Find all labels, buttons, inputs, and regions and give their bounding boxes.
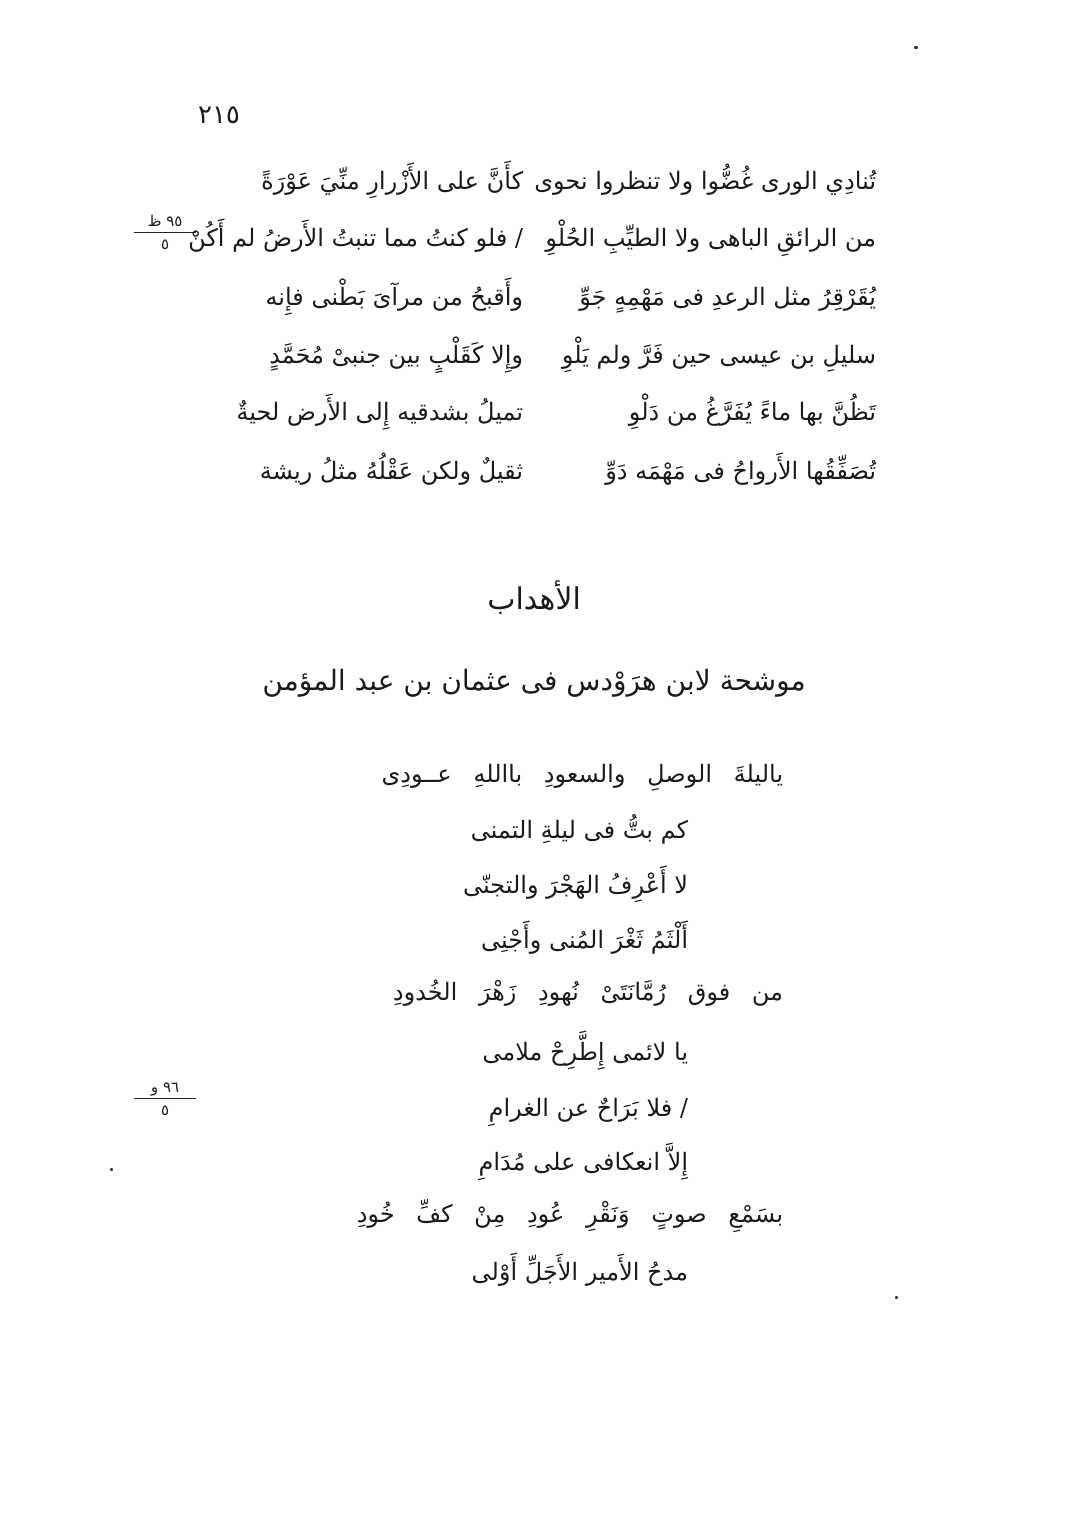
- marginal-folio: ٩٥ ظ: [134, 212, 196, 233]
- verse-5-second-hemistich: تَظُنَّ بها ماءً يُفَرَّغُ من دَلْوِ: [628, 398, 876, 426]
- paper-speck: [914, 46, 918, 49]
- muwashshah-line: / فلا بَرَاحٌ عن الغرامِ: [488, 1094, 688, 1122]
- verse-4-second-hemistich: سليلِ بن عيسى حين فَرَّ ولم يَلْوِ: [561, 341, 876, 369]
- section-title: الأهداب: [487, 582, 581, 617]
- verse-3-second-hemistich: يُقَرْقِرُ مثل الرعدِ فى مَهْمِهٍ جَوِّ: [579, 283, 876, 311]
- marginal-number: ٥: [160, 1101, 170, 1119]
- muwashshah-line: مدحُ الأَمير الأَجَلِّ أَوْلى: [471, 1258, 688, 1286]
- muwashshah-line: أَلْثَمُ ثَغْرَ المُنى وأَجْنِى: [480, 926, 688, 954]
- verse-2-second-hemistich: من الرائقِ الباهى ولا الطيِّبِ الحُلْوِ: [545, 224, 876, 252]
- section-subtitle: موشحة لابن هرَوْدس فى عثمان بن عبد المؤمن: [262, 664, 806, 697]
- muwashshah-line: لا أَعْرِفُ الهَجْرَ والتجنّى: [462, 871, 688, 899]
- muwashshah-line: إِلاَّ انعكافى على مُدَامِ: [478, 1148, 688, 1176]
- marginal-folio-note: [134, 1078, 196, 1119]
- muwashshah-line: كم بتُّ فى ليلةِ التمنى: [470, 816, 688, 844]
- verse-1-first-hemistich: كأَنَّ على الأَزْرارِ منِّيَ عَوْرَةً: [261, 167, 523, 195]
- page-number: ٢١٥: [198, 100, 240, 130]
- paper-speck: [895, 1296, 898, 1299]
- verse-1-second-hemistich: تُنادِي الورى غُضُّوا ولا تنظروا نحوى: [534, 167, 876, 195]
- muwashshah-line: ياليلةَ الوصلِ والسعودِ بااللهِ عــودِى: [381, 760, 783, 788]
- verse-2-first-hemistich: / فلو كنتُ مما تنبتُ الأَرضُ لم أَكُنْ: [188, 224, 523, 252]
- paper-speck: [110, 1168, 113, 1171]
- muwashshah-line: بسَمْعِ صوتٍ وَنَقْرِ عُودِ مِنْ كفِّ خُودِ: [356, 1200, 783, 1228]
- marginal-folio: ٩٦ و: [134, 1078, 196, 1099]
- marginal-number: ٥: [160, 235, 170, 253]
- muwashshah-line: يا لائمى إِطَّرِحْ ملامى: [482, 1038, 688, 1066]
- muwashshah-line: من فوق رُمَّانَتَىْ نُهودِ زَهْرَ الخُدودِ: [392, 978, 783, 1006]
- marginal-folio-note: [134, 212, 196, 253]
- verse-3-first-hemistich: وأَقبحُ من مرآىَ بَطْنى فإِنه: [265, 283, 523, 311]
- verse-6-second-hemistich: تُصَفِّقُها الأَرواحُ فى مَهْمَه دَوِّ: [605, 457, 876, 485]
- verse-5-first-hemistich: تميلُ بشدقيه إِلى الأَرض لحيةٌ: [236, 398, 523, 426]
- verse-6-first-hemistich: ثقيلٌ ولكن عَقْلُهُ مثلُ ريشة: [259, 457, 523, 485]
- verse-4-first-hemistich: وإِلا كَقَلْبٍ بين جنبىْ مُحَمَّدٍ: [269, 341, 523, 369]
